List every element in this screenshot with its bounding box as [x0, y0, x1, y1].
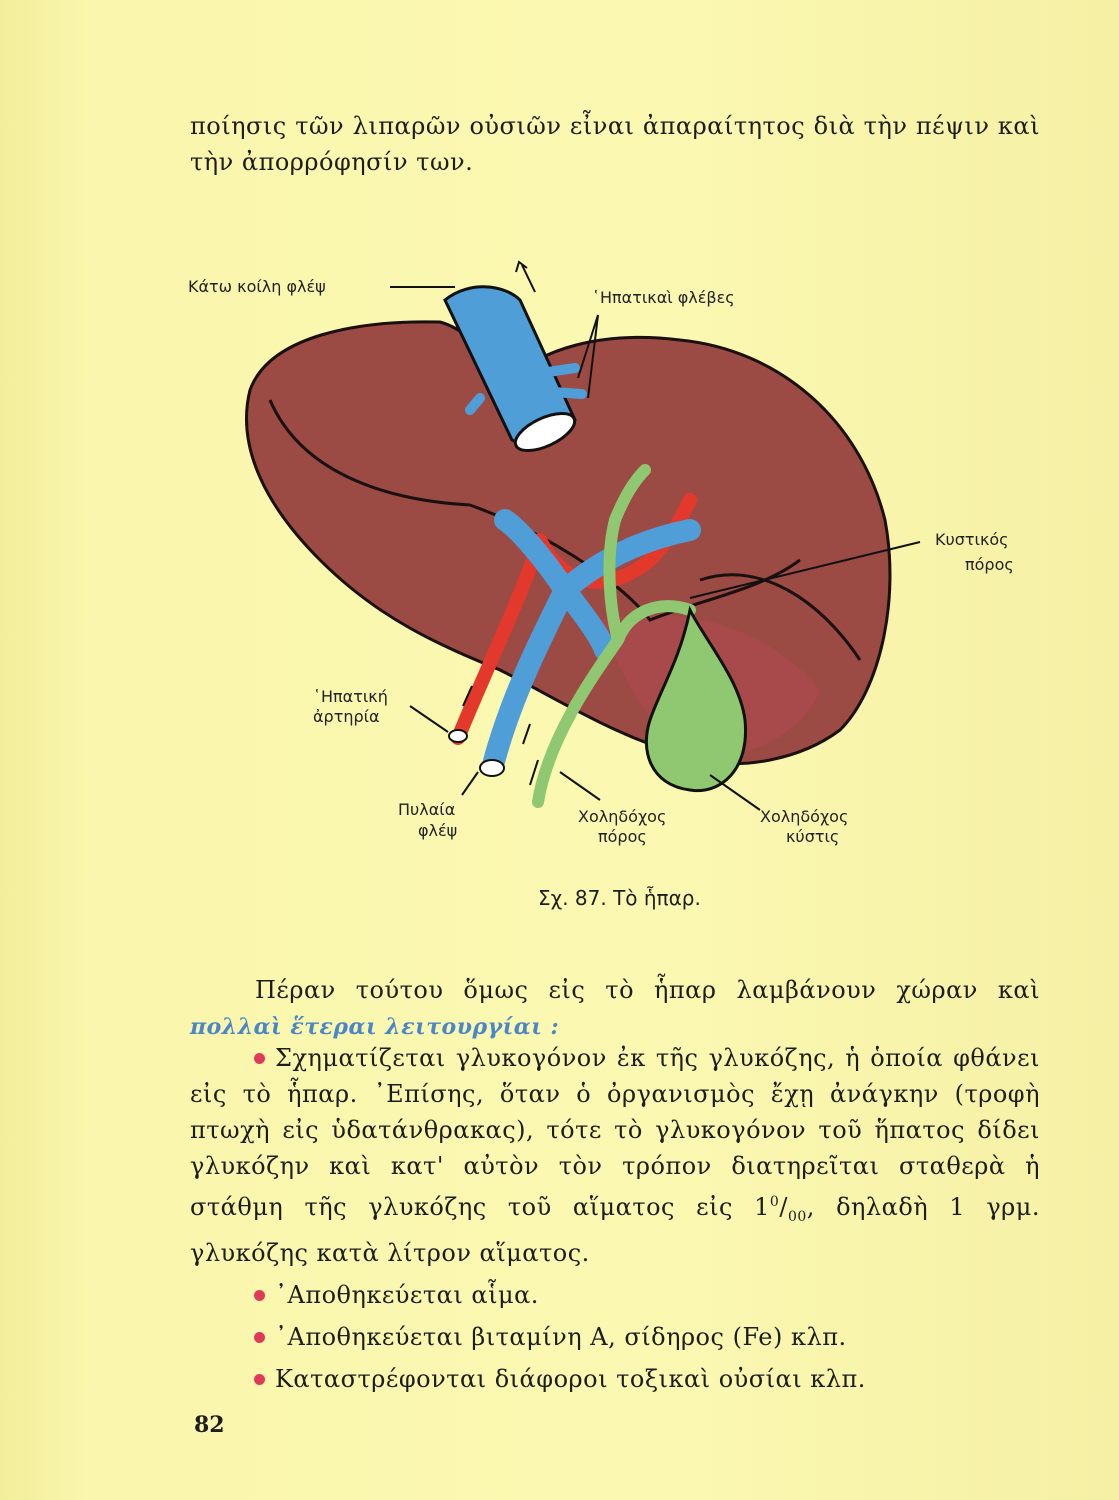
label-cystic-duct-2: πόρος: [965, 555, 1014, 574]
bullet-dot-icon: [254, 1374, 265, 1385]
bullet-dot-icon: [254, 1290, 265, 1301]
functions-intro: Πέραν τούτου ὅμως εἰς τὸ ἧπαρ λαμβάνουν χώραν καὶ: [255, 976, 1040, 1004]
functions-heading: πολλαὶ ἕτεραι λειτουργίαι :: [190, 1014, 560, 1040]
label-hepatic-veins: ῾Ηπατικαὶ φλέβες: [592, 288, 735, 307]
label-vena-cava: Κάτω κοίλη φλέψ: [188, 277, 326, 296]
label-gallbladder-1: Χοληδόχος: [760, 807, 849, 826]
label-portal-vein-1: Πυλαία: [398, 800, 456, 819]
label-cystic-duct-1: Κυστικός: [935, 530, 1009, 549]
label-bile-duct-2: πόρος: [598, 827, 647, 846]
label-hepatic-artery-1: ῾Ηπατική: [313, 687, 388, 706]
bullet-dot-icon: [254, 1053, 265, 1064]
hepatic-artery-end: [449, 730, 467, 742]
label-bile-duct-1: Χοληδόχος: [578, 807, 667, 826]
label-gallbladder-2: κύστις: [786, 827, 840, 846]
bullet-dot-icon: [254, 1332, 265, 1343]
list-item: ᾿Αποθηκεύεται αἷμα.: [190, 1277, 1040, 1313]
list-item: Σχηματίζεται γλυκογόνον ἐκ τῆς γλυκόζης, ἡ ὁποία φθάνει εἰς τὸ ἧπαρ. ᾿Επίσης, ὅταν ὁ ὀργανισμὸς ἔχῃ ἀνάγκην (τροφὴ πτωχὴ εἰς ὑδατάνθρακας), τότε τὸ γλυκογόνον τοῦ ἥπατος δίδει γλυκόζην καὶ κατ' αὐτὸν τὸν τρόπον διατηρεῖται σταθερὰ ἡ στάθμη τῆς γλυκόζης τοῦ αἵματος εἰς $1^0/_{00}$, δηλαδὴ 1 γρμ. γλυκόζης κατὰ λίτρον αἵματος.: [190, 1044, 1040, 1267]
figure-caption: Σχ. 87. Τὸ ἧπαρ.: [538, 886, 701, 910]
portal-vein-end: [480, 760, 504, 776]
list-item: ᾿Αποθηκεύεται βιταμίνη Α, σίδηρος (Fe) κλπ.: [190, 1319, 1040, 1355]
label-hepatic-artery-2: ἀρτηρία: [313, 707, 380, 726]
list-item: Καταστρέφονται διάφοροι τοξικαὶ οὐσίαι κλπ.: [190, 1361, 1040, 1397]
page-number: 82: [194, 1412, 225, 1438]
intro-paragraph: ποίησις τῶν λιπαρῶν οὐσιῶν εἶναι ἀπαραίτητος διὰ τὴν πέψιν καὶ τὴν ἀπορρόφησίν των.: [190, 112, 1040, 176]
functions-paragraph: [190, 972, 1040, 1045]
functions-list: [190, 1040, 1040, 1403]
label-portal-vein-2: φλέψ: [418, 821, 458, 840]
